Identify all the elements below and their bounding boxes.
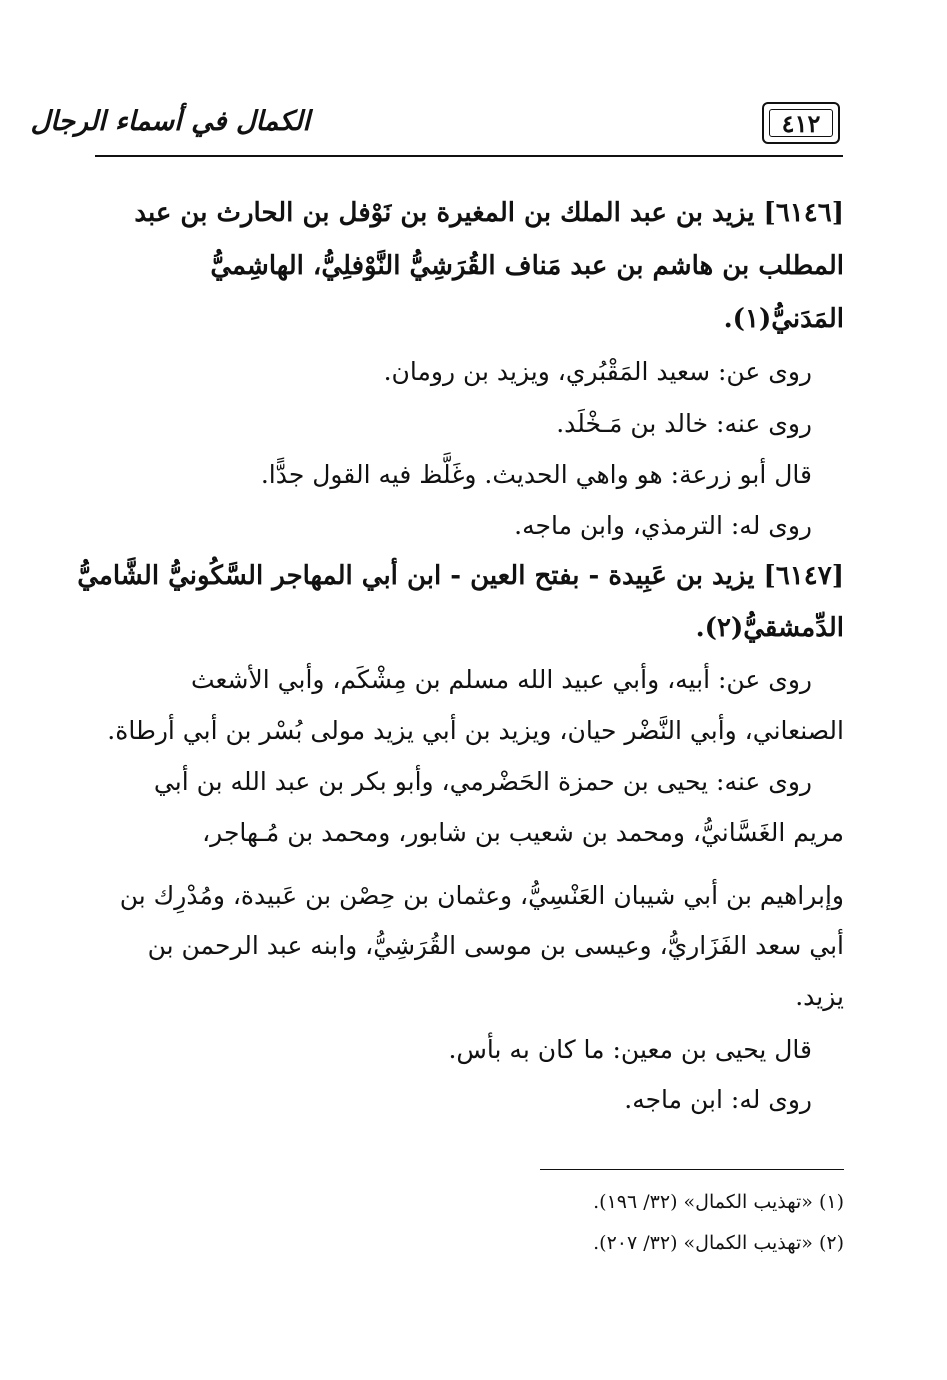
entry-6147-line-7: يزيد. [795, 982, 844, 1011]
entry-6146-line-3: قال أبو زرعة: هو واهي الحديث. وغَلَّظ فيه القول جدًّا. [260, 460, 812, 489]
page-number-text: ٤١٢ [781, 108, 821, 138]
entry-6147-line-4: مريم الغَسَّانيُّ، ومحمد بن شعيب بن شابور، ومحمد بن مُـهاجر، [202, 818, 844, 847]
entry-6146-title-line-1: [٦١٤٦] يزيد بن عبد الملك بن المغيرة بن نَوْفل بن الحارث بن عبد [134, 198, 844, 228]
entry-6147-line-6: أبي سعد الفَزَاريُّ، وعيسى بن موسى القُرَشِيُّ، وابنه عبد الرحمن بن [147, 931, 844, 960]
running-title: الكمال في أسماء الرجال [30, 106, 310, 137]
entry-6146-title-line-2: المطلب بن هاشم بن عبد مَناف القُرَشِيُّ النَّوْفلِيُّ، الهاشِميُّ [210, 251, 844, 281]
entry-6147-line-2: الصنعاني، وأبي النَّضْر حيان، ويزيد بن أبي يزيد مولى بُسْر بن أبي أرطاة. [107, 716, 844, 745]
footnote-1: (١) «تهذيب الكمال» (٣٢/ ١٩٦). [593, 1191, 844, 1213]
entry-6147-title-line-2: الدِّمشقيُّ(٢). [695, 613, 844, 643]
entry-6147-line-1: روى عن: أبيه، وأبي عبيد الله مسلم بن مِشْكَم، وأبي الأشعث [190, 665, 812, 694]
entry-6146-line-1: روى عن: سعيد المَقْبُري، ويزيد بن رومان. [383, 357, 812, 386]
footnote-2: (٢) «تهذيب الكمال» (٣٢/ ٢٠٧). [593, 1232, 844, 1254]
entry-6146-title-line-3: المَدَنيُّ(١). [723, 304, 844, 334]
entry-6147-line-8: قال يحيى بن معين: ما كان به بأس. [448, 1035, 812, 1064]
entry-6147-title-line-1: [٦١٤٧] يزيد بن عَبِيدة - بفتح العين - ابن أبي المهاجر السَّكُونيُّ الشَّاميُّ [77, 561, 844, 591]
entry-6147-line-5: وإبراهيم بن أبي شيبان العَنْسِيُّ، وعثمان بن حِصْن بن عَبيدة، ومُدْرِك بن [119, 881, 844, 910]
footnote-divider [540, 1169, 844, 1170]
entry-6147-line-3: روى عنه: يحيى بن حمزة الحَضْرمي، وأبو بكر بن عبد الله بن أبي [153, 767, 812, 796]
header-divider [95, 155, 843, 157]
entry-6147-line-9: روى له: ابن ماجه. [624, 1085, 812, 1114]
page-number [762, 102, 840, 144]
entry-6146-line-2: روى عنه: خالد بن مَـخْلَد. [556, 409, 812, 438]
entry-6146-line-4: روى له: الترمذي، وابن ماجه. [514, 511, 812, 540]
